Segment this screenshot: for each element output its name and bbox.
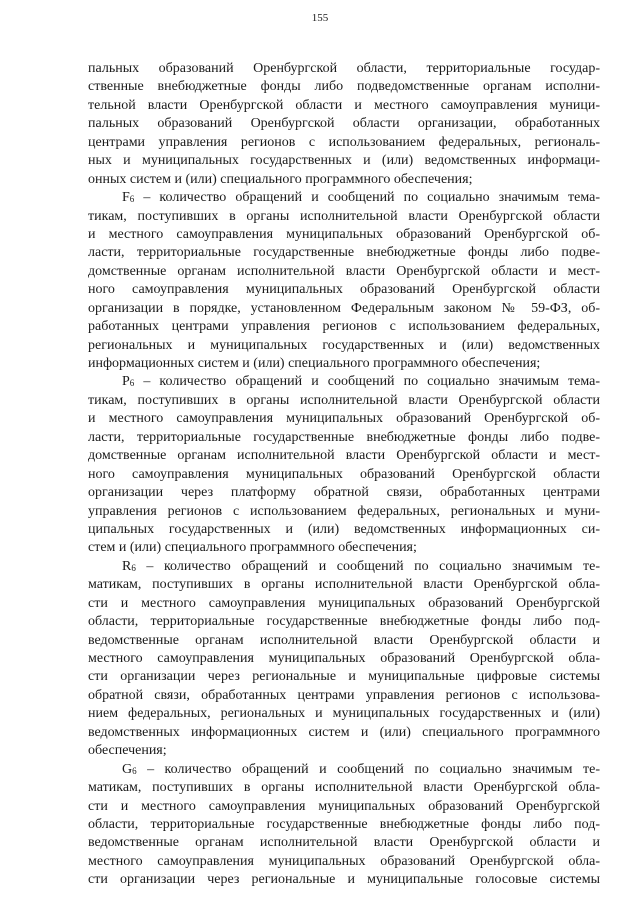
text-line: домственные органам исполнительной власти Оренбургской области и мест- [88, 448, 600, 464]
text-line: пальных образований Оренбургской области, территориальные государ- [88, 61, 600, 76]
variable-subscript: 6 [129, 378, 135, 389]
text-line [88, 558, 600, 576]
variable-symbol: R [122, 558, 132, 574]
text-line-content: – количество обращений и сообщений по социально значимым тема- [134, 374, 600, 390]
paragraph-r6 [88, 558, 600, 761]
text-line: местного самоуправления муниципальных образований Оренбургской обла- [88, 853, 600, 869]
variable-subscript: 6 [131, 562, 136, 573]
paragraph-f6 [88, 189, 600, 373]
variable-subscript: 6 [132, 765, 137, 776]
text-line: региональных и муниципальных государственных и (или) ведомственных [88, 337, 600, 353]
text-line: области, территориальные государственные внебюджетные фонды либо под- [88, 614, 600, 630]
page-number: 155 [311, 12, 329, 24]
text-line: пальных образований Оренбургской области организации, обработанных [88, 116, 600, 132]
text-line: ведомственных информационных систем и (или) специального программного [88, 724, 600, 740]
text-line: сти и местного самоуправления муниципальных образований Оренбургской [88, 798, 600, 814]
text-line: домственные органам исполнительной власти Оренбургской области и мест- [88, 263, 600, 279]
text-line: ных и муниципальных государственных и (или) ведомственных информаци- [88, 153, 600, 169]
text-line: матикам, поступивших в органы исполнительной власти Оренбургской обла- [88, 780, 600, 796]
text-line: ведомственные органам исполнительной власти Оренбургской области и [88, 835, 600, 851]
text-line: сти организации через региональные и муниципальные голосовые системы [88, 872, 600, 888]
text-line [88, 189, 600, 207]
paragraph-p6 [88, 373, 600, 557]
variable-symbol: G [122, 761, 133, 777]
paragraph-continuation [88, 60, 600, 189]
variable-symbol: F [122, 190, 130, 206]
text-line: области, территориальные государственные внебюджетные фонды либо под- [88, 816, 600, 832]
text-line: онных систем и (или) специального программного обеспечения; [88, 171, 473, 187]
text-line: сти организации через региональные и муниципальные цифровые системы [88, 669, 600, 685]
text-line-content: – количество обращений и сообщений по социально значимым тема- [134, 190, 600, 206]
text-line [88, 761, 600, 779]
text-line: организации в порядке, установленном Федеральным законом № 59-ФЗ, об- [88, 300, 600, 316]
paragraph-g6 [88, 761, 600, 890]
text-line: центрами управления регионов с использованием федеральных, региональ- [88, 134, 600, 150]
text-line: обратной связи, обработанных центрами управления регионов с использова- [88, 687, 600, 703]
text-line: ласти, территориальные государственные внебюджетные фонды либо подве- [88, 429, 600, 445]
text-line: организации через платформу обратной связи, обработанных центрами [88, 485, 600, 501]
text-line: ного самоуправления муниципальных образований Оренбургской области [88, 466, 600, 482]
text-line: стем и (или) специального программного обеспечения; [88, 540, 417, 556]
text-line: тикам, поступивших в органы исполнительной власти Оренбургской области [88, 392, 600, 408]
variable-symbol: P [122, 374, 130, 390]
text-line: матикам, поступивших в органы исполнительной власти Оренбургской обла- [88, 577, 600, 593]
text-line: ного самоуправления муниципальных образований Оренбургской области [88, 282, 600, 298]
text-line: нием федеральных, региональных и муниципальных государственных и (или) [88, 706, 600, 722]
variable-subscript: 6 [129, 194, 135, 205]
text-line: сти и местного самоуправления муниципальных образований Оренбургской [88, 595, 600, 611]
text-line: ципальных государственных и (или) ведомственных информационных си- [88, 521, 600, 537]
text-line: управления регионов с использованием федеральных, региональных и муни- [88, 503, 600, 519]
text-line: ведомственные органам исполнительной власти Оренбургской области и [88, 632, 600, 648]
text-line: местного самоуправления муниципальных образований Оренбургской обла- [88, 651, 600, 666]
text-line: тельной власти Оренбургской области и местного самоуправления муници- [88, 97, 600, 113]
text-line [88, 373, 600, 391]
text-line-content: – количество обращений и сообщений по социально значимым те- [136, 761, 600, 777]
text-line: ственные внебюджетные фонды либо подведомственные органам исполни- [88, 79, 600, 95]
document-body [88, 60, 600, 890]
text-line-content: – количество обращений и сообщений по социально значимым те- [135, 558, 600, 574]
text-line: ласти, территориальные государственные внебюджетные фонды либо подве- [88, 245, 600, 261]
text-line: обеспечения; [88, 743, 167, 759]
text-line: тикам, поступивших в органы исполнительной власти Оренбургской области [88, 208, 600, 224]
text-line: и местного самоуправления муниципальных образований Оренбургской об- [88, 226, 600, 242]
text-line: работанных центрами управления регионов с использованием федеральных, [88, 319, 600, 335]
text-line: и местного самоуправления муниципальных образований Оренбургской об- [88, 411, 600, 427]
text-line: информационных систем и (или) специального программного обеспечения; [88, 356, 541, 371]
